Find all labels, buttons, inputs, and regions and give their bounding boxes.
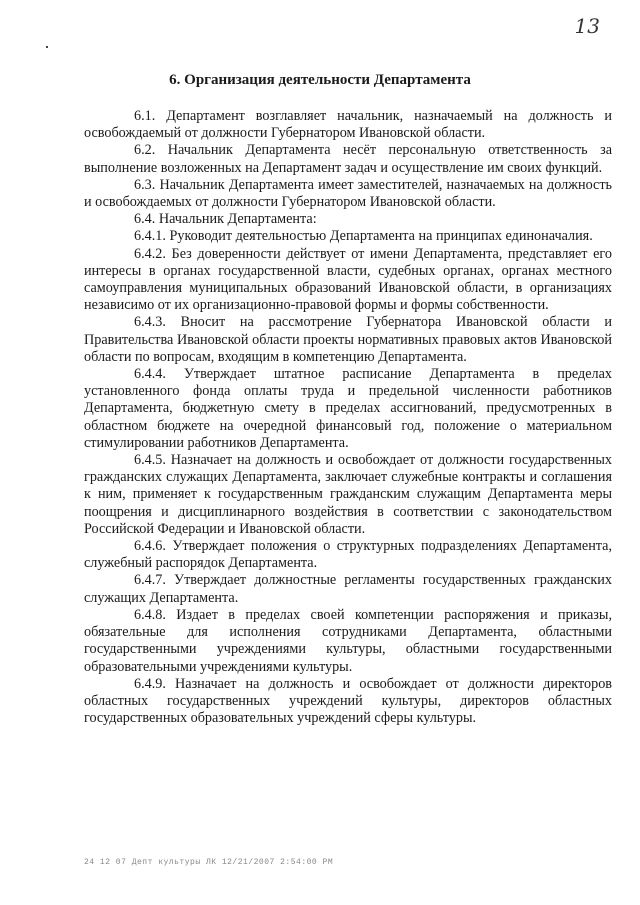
paragraph-6-4: 6.4. Начальник Департамента: xyxy=(134,211,317,228)
paragraph-6-4-8: 6.4.8. Издает в пределах своей компетенции распоряжения и приказы, обязательные для исполнения сотрудниками Департамента, областными государственными учреждениями культуры, областными государственными образовательными учреждениями культуры. xyxy=(84,606,612,675)
scan-dot xyxy=(46,46,48,48)
page-number: 13 xyxy=(574,14,600,38)
paragraph-6-2: 6.2. Начальник Департамента несёт персональную ответственность за выполнение возложенных на Департамент задач и осуществление им своих функций. xyxy=(84,142,612,176)
paragraph-6-3: 6.3. Начальник Департамента имеет заместителей, назначаемых на должность и освобождаемых от должности Губернатором Ивановской области. xyxy=(84,176,612,211)
paragraph-6-4-6: 6.4.6. Утверждает положения о структурных подразделениях Департамента, служебный распорядок Департамента. xyxy=(84,538,612,572)
paragraph-6-4-4: 6.4.4. Утверждает штатное расписание Департамента в пределах установленного фонда оплаты труда и предельной численности работников Департамента, бюджетную смету в пределах ассигнований, предусмотренных в областном бюджете на очередной финансовый год, положение о материальном стимулировании работников Департамента. xyxy=(84,366,612,451)
section-heading: 6. Организация деятельности Департамента xyxy=(169,72,471,88)
document-body xyxy=(84,108,612,727)
paragraph-6-4-3: 6.4.3. Вносит на рассмотрение Губернатора Ивановской области и Правительства Ивановской области проекты нормативных правовых актов Ивановской области по вопросам, входящим в компетенцию Департамента. xyxy=(84,314,612,365)
paragraph-6-4-1: 6.4.1. Руководит деятельностью Департамента на принципах единоначалия. xyxy=(134,228,593,245)
paragraph-6-4-5: 6.4.5. Назначает на должность и освобождает от должности государственных гражданских служащих Департамента, заключает служебные контракты и соглашения к ним, применяет к государственным гражданским служащим Департамента меры поощрения и дисциплинарного воздействия в соответствии с законодательством Российской Федерации и Ивановской области. xyxy=(84,452,612,537)
paragraph-6-4-7: 6.4.7. Утверждает должностные регламенты государственных гражданских служащих Департамента. xyxy=(84,572,612,606)
paragraph-6-4-9: 6.4.9. Назначает на должность и освобождает от должности директоров областных государственных учреждений культуры, директоров областных государственных образовательных учреждений сферы культуры. xyxy=(84,675,612,727)
paragraph-6-1: 6.1. Департамент возглавляет начальник, назначаемый на должность и освобождаемый от должности Губернатором Ивановской области. xyxy=(84,108,612,142)
paragraph-6-4-2: 6.4.2. Без доверенности действует от имени Департамента, представляет его интересы в органах государственной власти, судебных органах, органах местного самоуправления муниципальных образований Ивановской области, в организациях независимо от их организационно-правовой формы и формы собственности. xyxy=(84,245,612,314)
footer-stamp: 24 12 07 Депт культуры ЛК 12/21/2007 2:54:00 PM xyxy=(84,858,334,867)
